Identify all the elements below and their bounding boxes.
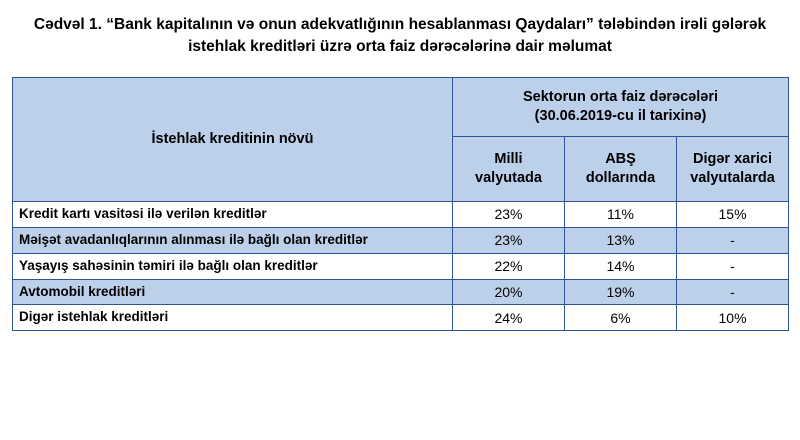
document-page — [0, 14, 800, 440]
table-row — [13, 279, 789, 305]
cell-other-currency: 15% — [677, 201, 789, 227]
table-container — [12, 77, 788, 331]
table-body — [13, 201, 789, 330]
cell-national-currency: 23% — [453, 201, 565, 227]
table-header-row-1 — [13, 77, 789, 136]
cell-usd: 11% — [565, 201, 677, 227]
table-row — [13, 305, 789, 331]
cell-national-currency: 23% — [453, 227, 565, 253]
row-label: Digər istehlak kreditləri — [13, 305, 453, 331]
header-sector-average-line2: (30.06.2019-cu il tarixinə) — [534, 107, 707, 124]
header-credit-type: İstehlak kreditinin növü — [13, 77, 453, 201]
cell-usd: 6% — [565, 305, 677, 331]
table-row — [13, 227, 789, 253]
cell-national-currency: 20% — [453, 279, 565, 305]
table-row — [13, 253, 789, 279]
header-national-currency: Milli valyutada — [453, 136, 565, 201]
cell-usd: 19% — [565, 279, 677, 305]
cell-other-currency: - — [677, 227, 789, 253]
row-label: Yaşayış sahəsinin təmiri ilə bağlı olan kreditlər — [13, 253, 453, 279]
cell-national-currency: 22% — [453, 253, 565, 279]
cell-usd: 13% — [565, 227, 677, 253]
cell-usd: 14% — [565, 253, 677, 279]
table-row — [13, 201, 789, 227]
cell-other-currency: 10% — [677, 305, 789, 331]
header-sector-average-group — [453, 77, 789, 136]
cell-other-currency: - — [677, 279, 789, 305]
page-title: Cədvəl 1. “Bank kapitalının və onun adekvatlığının hesablanması Qaydaları” tələbindən irəli gələrək istehlak kreditləri üzrə orta faiz dərəcələrinə dair məlumat — [33, 16, 767, 56]
header-other-foreign-currency: Digər xarici valyutalarda — [677, 136, 789, 201]
cell-national-currency: 24% — [453, 305, 565, 331]
interest-rates-table — [12, 77, 789, 331]
header-usd: ABŞ dollarında — [565, 136, 677, 201]
row-label: Avtomobil kreditləri — [13, 279, 453, 305]
row-label: Məişət avadanlıqlarının alınması ilə bağlı olan kreditlər — [13, 227, 453, 253]
header-sector-average-line1: Sektorun orta faiz dərəcələri — [523, 89, 719, 106]
cell-other-currency: - — [677, 253, 789, 279]
row-label: Kredit kartı vasitəsi ilə verilən kreditlər — [13, 201, 453, 227]
table-header — [13, 77, 789, 201]
